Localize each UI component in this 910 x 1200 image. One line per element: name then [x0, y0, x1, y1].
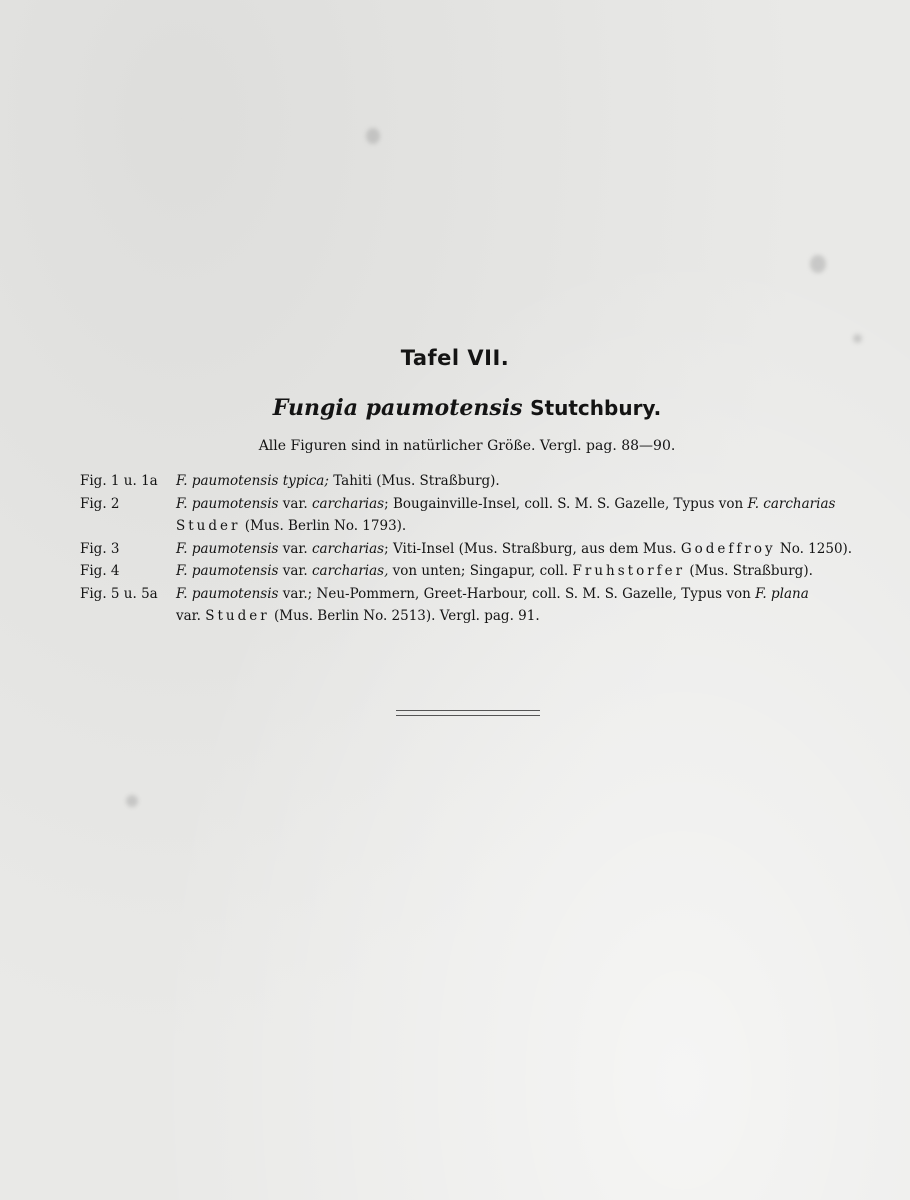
plate-title: Tafel VII. — [400, 346, 510, 370]
paper-speck — [366, 128, 380, 144]
figure-caption — [176, 538, 870, 561]
section-divider — [396, 710, 540, 716]
figure-label: Fig. 4 — [80, 563, 120, 579]
taxon-name: F. paumotensis — [176, 563, 279, 579]
taxon-name: F. paumotensis — [176, 540, 279, 557]
collector-name: Studer — [205, 608, 270, 624]
figure-entry — [80, 470, 870, 493]
caption-text: var. — [278, 563, 312, 579]
species-author: Stutchbury. — [530, 396, 662, 420]
caption-text: (Mus. Berlin No. 1793). — [240, 518, 407, 534]
caption-text: ; Viti-Insel (Mus. Straßburg, aus dem Mus. — [384, 540, 681, 557]
figure-caption — [176, 583, 870, 628]
caption-text: Tahiti (Mus. Straßburg). — [328, 473, 500, 489]
figure-caption — [176, 560, 870, 583]
collector-name: Fruhstorfer — [572, 563, 686, 579]
paper-speck — [810, 255, 826, 273]
caption-text: ; Bougainville-Insel, coll. S. M. S. Gazelle, Typus von — [384, 495, 748, 512]
caption-text: (Mus. Berlin No. 2513). Vergl. pag. 91. — [269, 608, 540, 624]
type-reference: F. carcharias — [747, 495, 836, 512]
species-name: Fungia paumotensis — [272, 395, 523, 421]
taxon-name: F. paumotensis — [176, 585, 279, 602]
caption-text: No. 1250). — [775, 540, 853, 557]
collector-name: Studer — [176, 518, 241, 534]
figure-entry — [80, 538, 870, 561]
figure-caption — [176, 493, 870, 538]
figure-label: Fig. 1 u. 1a — [80, 473, 158, 489]
variety-name: carcharias, — [311, 563, 389, 579]
figure-label: Fig. 5 u. 5a — [80, 585, 158, 602]
paper-speck — [853, 334, 862, 343]
caption-text: (Mus. Straßburg). — [685, 563, 813, 579]
figure-entry — [80, 583, 870, 628]
variety-name: carcharias — [311, 540, 385, 557]
caption-text: var. — [176, 608, 206, 624]
figure-entry — [80, 493, 870, 538]
taxon-name: F. paumotensis typica; — [176, 473, 329, 489]
size-note: Alle Figuren sind in natürlicher Größe. Vergl. pag. 88—90. — [258, 438, 676, 454]
figure-label: Fig. 3 — [80, 540, 120, 557]
figure-list — [80, 470, 870, 628]
figure-label: Fig. 2 — [80, 495, 120, 512]
figure-entry — [80, 560, 870, 583]
collector-name: Godeffroy — [680, 540, 776, 557]
type-reference: F. plana — [755, 585, 809, 602]
caption-text: var. — [278, 540, 312, 557]
caption-text: var.; Neu-Pommern, Greet-Harbour, coll. S. M. S. Gazelle, Typus von — [278, 585, 756, 602]
figure-caption — [176, 470, 870, 493]
caption-text: var. — [278, 495, 312, 512]
caption-text: von unten; Singapur, coll. — [388, 563, 573, 579]
variety-name: carcharias — [311, 495, 385, 512]
paper-speck — [126, 795, 138, 807]
taxon-name: F. paumotensis — [176, 495, 279, 512]
species-heading — [0, 395, 910, 421]
